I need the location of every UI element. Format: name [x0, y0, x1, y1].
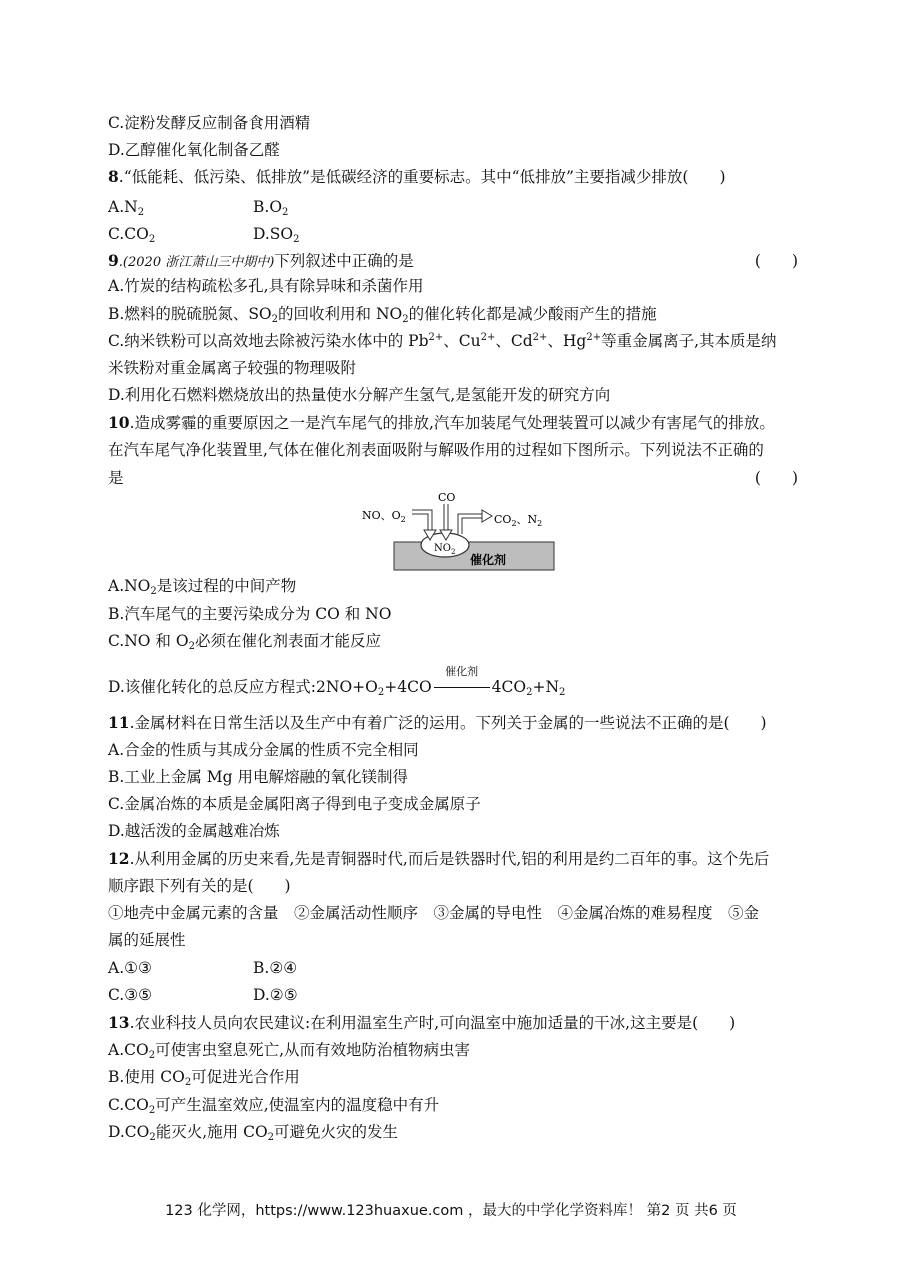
q12-options-cd: [108, 985, 798, 1005]
incoming-arrow: [412, 512, 430, 532]
q13-option-a: $A.CO_2$可使害虫窒息死亡,从而有效地防治植物病虫害: [108, 1041, 470, 1061]
answer-paren: ( ): [754, 252, 798, 270]
q10-option-d: D.该催化转化的总反应方程式$:2NO+O_2+4CO$ 催化剂 $4CO_2+N_2$: [108, 665, 566, 698]
q9-source: .(2020 浙江萧山三中期中): [118, 255, 275, 270]
q12-option-c: C.③⑤: [108, 986, 153, 1004]
page-footer: 123 化学网，https://www.123huaxue.com ，最大的中学化学资料库！ 第2 页 共6 页: [165, 1203, 737, 1219]
q12-items-cont: 属的延展性: [108, 931, 186, 949]
q9-stem: 9.(2020 浙江萧山三中期中)下列叙述中正确的是 ( ): [108, 251, 798, 270]
q9-option-d: D.利用化石燃料燃烧放出的热量使水分解产生氢气,是氢能开发的研究方向: [108, 386, 611, 404]
q13-stem: 13.农业科技人员向农民建议:在利用温室生产时,可向温室中施加适量的干冰,这主要是( ): [108, 1013, 736, 1032]
q9-option-b: B.燃料的脱硫脱氮、$SO_2$的回收利用和 $NO_2$的催化转化都是减少酸雨产生的措施: [108, 305, 657, 325]
q8-option-d: $D.SO_2$: [253, 225, 300, 245]
q8-option-c: $C.CO_2$: [108, 225, 156, 245]
q11-stem: 11.金属材料在日常生活以及生产中有着广泛的运用。下列关于金属的一些说法不正确的是( ): [108, 713, 767, 732]
q12-option-b: B.②④: [253, 959, 298, 977]
catalyst-condition: 催化剂: [432, 677, 492, 697]
outgoing-arrow: [460, 516, 484, 534]
q7-option-c: C.淀粉发酵反应制备食用酒精: [108, 114, 311, 132]
q9-option-a: A.竹炭的结构疏松多孔,具有除异味和杀菌作用: [108, 277, 424, 295]
q10-stem: 10.造成雾霾的重要原因之一是汽车尾气的排放,汽车加装尾气处理装置可以减少有害尾气的排放。: [108, 413, 775, 432]
q10-stem-cont: 在汽车尾气净化装置里,气体在催化剂表面吸附与解吸作用的过程如下图所示。下列说法不正确的: [108, 441, 764, 459]
output-label: $CO_2$、$N_2$: [494, 513, 543, 528]
catalyst-diagram: [360, 490, 560, 572]
q11-option-a: A.合金的性质与其成分金属的性质不完全相同: [108, 741, 419, 759]
q12-option-a: A.①③: [108, 959, 152, 977]
q8-option-a: $A.N_2$: [108, 198, 145, 218]
q10-stem-end: 是 ( ): [108, 469, 798, 487]
q13-option-c: $C.CO_2$可产生温室效应,使温室内的温度稳中有升: [108, 1096, 440, 1116]
q9-option-c-cont: 米铁粉对重金属离子较强的物理吸附: [108, 359, 357, 377]
q8-stem: 8.“低能耗、低污染、低排放”是低碳经济的重要标志。其中“低排放”主要指减少排放( ): [108, 167, 726, 186]
input-label: NO、$O_2$: [362, 509, 406, 524]
q12-options-ab: [108, 958, 798, 978]
q13-option-b: B.使用 $CO_2$可促进光合作用: [108, 1068, 300, 1088]
q11-option-c: C.金属冶炼的本质是金属阳离子得到电子变成金属原子: [108, 795, 481, 813]
q11-option-b: B.工业上金属 Mg 用电解熔融的氧化镁制得: [108, 768, 408, 786]
q8-option-b: $B.O_2$: [253, 198, 289, 218]
co-label: CO: [438, 491, 456, 504]
q12-stem-cont: 顺序跟下列有关的是( ): [108, 877, 291, 895]
q13-option-d: $D.CO_2$能灭火,施用 $CO_2$可避免火灾的发生: [108, 1123, 399, 1143]
q8-options-cd: [108, 224, 798, 244]
catalyst-label: 催化剂: [470, 553, 507, 567]
q12-items: ①地壳中金属元素的含量 ②金属活动性顺序 ③金属的导电性 ④金属冶炼的难易程度 ⑤金: [108, 904, 760, 922]
q7-option-d: D.乙醇催化氧化制备乙醛: [108, 141, 280, 159]
intermediate-label: $NO_2$: [434, 543, 456, 556]
q8-options-ab: [108, 197, 798, 217]
answer-paren: ( ): [754, 469, 798, 487]
q11-option-d: D.越活泼的金属越难冶炼: [108, 822, 280, 840]
q10-option-c: C.NO 和 $O_2$必须在催化剂表面才能反应: [108, 632, 381, 652]
q10-option-b: B.汽车尾气的主要污染成分为 CO 和 NO: [108, 605, 392, 623]
q12-option-d: D.②⑤: [253, 986, 298, 1004]
q10-option-a: $A.NO_2$是该过程的中间产物: [108, 577, 297, 597]
q9-option-c: C.纳米铁粉可以高效地去除被污染水体中的 $Pb^{2+}$、$Cu^{2+}$、$Cd^{2+}$、$Hg^{2+}$等重金属离子,其本质是纳: [108, 332, 777, 350]
q12-stem: 12.从利用金属的历史来看,先是青铜器时代,而后是铁器时代,铝的利用是约二百年的事。这个先后: [108, 849, 770, 868]
